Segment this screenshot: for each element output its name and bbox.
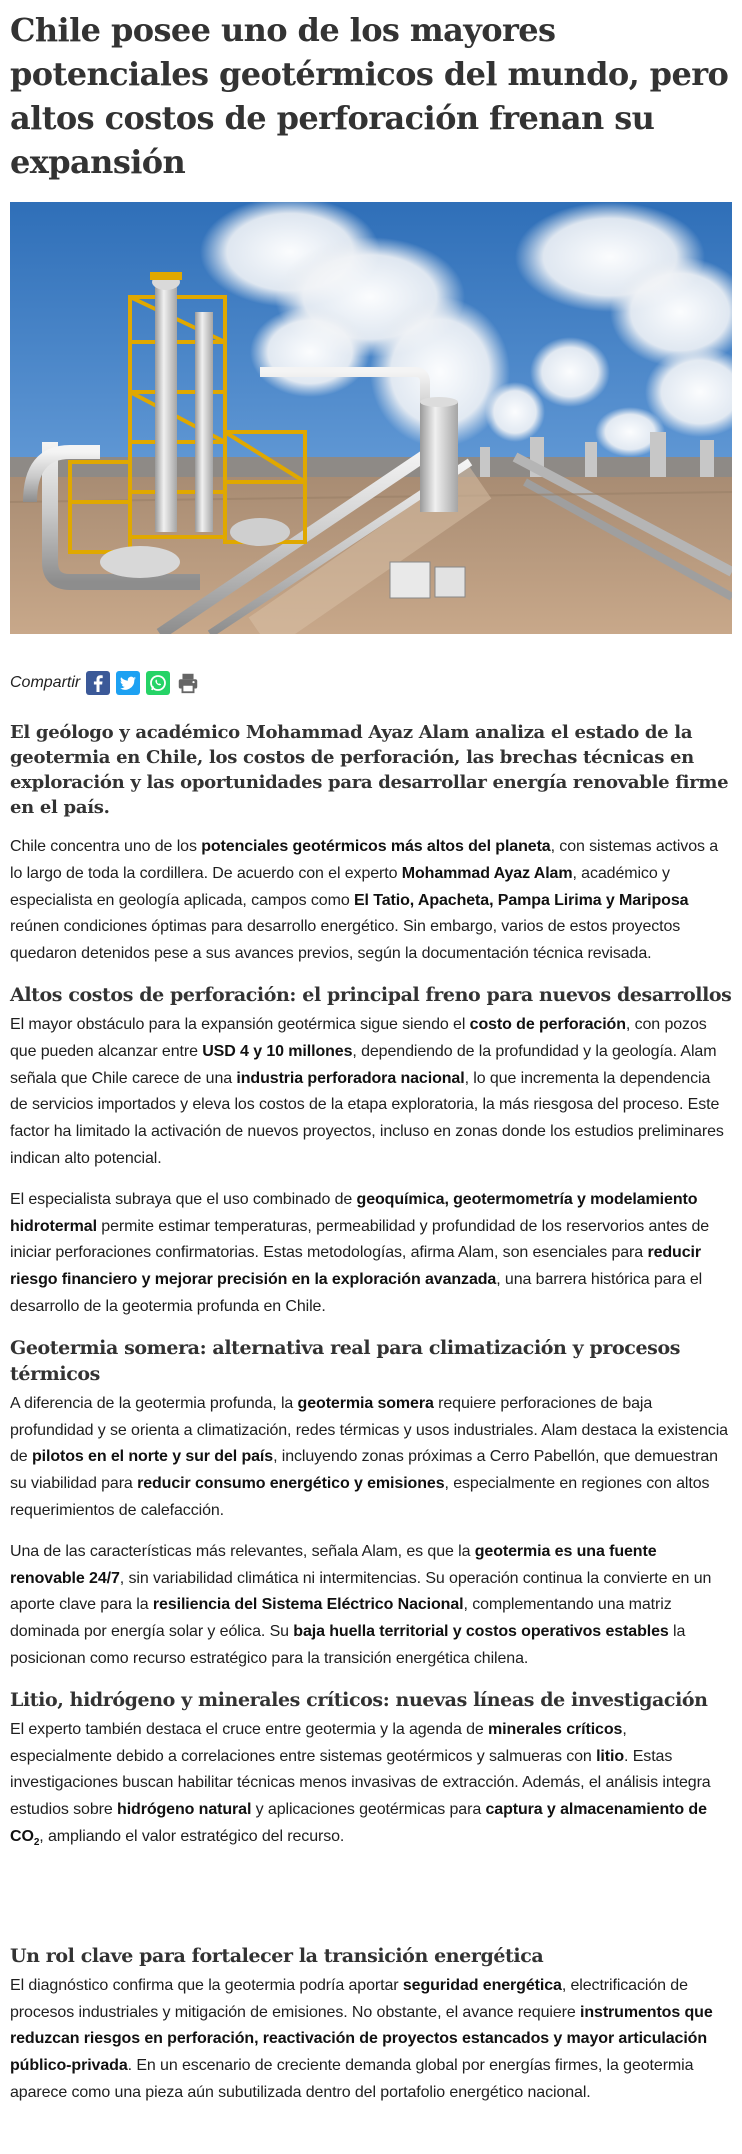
highlight: litio — [596, 1747, 625, 1765]
text: permite estimar temperaturas, permeabilidad y profundidad de los reservorios antes de iniciar perforaciones confirmatorias. Estas metodologías, afirma Alam, son esenciales para — [10, 1217, 710, 1262]
text: , incluyendo zonas próximas a Cerro Pabellón, que demuestran su viabilidad para — [10, 1448, 718, 1493]
highlight: baja huella territorial y costos operativos estables — [293, 1623, 669, 1641]
paragraph — [10, 1973, 732, 2107]
print-icon[interactable] — [176, 671, 200, 695]
paragraph — [10, 1187, 732, 1321]
text: y aplicaciones geotérmicas para — [251, 1801, 486, 1819]
text: , una barrera histórica para el desarrollo de la geotermia profunda en Chile. — [10, 1271, 703, 1315]
text: , académico y especialista en geología aplicada, campos como — [10, 864, 670, 909]
highlight: El Tatio, Apacheta, Pampa Lirima y Mariposa — [353, 891, 689, 909]
paragraph — [10, 1539, 732, 1673]
highlight: instrumentos que reduzcan riesgos en perforación, reactivación de proyectos estancados y mayor articulación público-privada — [10, 2003, 713, 2075]
highlight: potenciales geotérmicos más altos del planeta — [201, 838, 551, 855]
text: reúnen condiciones óptimas para desarrollo energético. Sin embargo, varios de estos proyectos quedaron detenidos pese a sus avances previos, según la documentación técnica revisada. — [10, 918, 681, 963]
highlight: minerales críticos — [488, 1720, 623, 1738]
text: , complementando una matriz dominada por energía solar y eólica. Su — [10, 1596, 672, 1641]
text: , ampliando el valor estratégico del recurso. — [39, 1827, 345, 1845]
text: , dependiendo de la profundidad y la geología. Alam señala que Chile carece de una — [10, 1042, 717, 1087]
hero-image — [10, 202, 732, 634]
text: la posicionan como recurso estratégico para la transición energética chilena. — [10, 1623, 686, 1667]
section-heading: Litio, hidrógeno y minerales críticos: nuevas líneas de investigación — [10, 1688, 708, 1711]
text: , con pozos que pueden alcanzar entre — [10, 1015, 707, 1060]
highlight: reducir riesgo financiero y mejorar precisión en la exploración avanzada — [10, 1244, 701, 1289]
highlight: industria perforadora nacional — [236, 1069, 465, 1087]
twitter-icon[interactable] — [116, 671, 140, 695]
text: , especialmente en regiones con altos requerimientos de calefacción. — [10, 1475, 710, 1519]
section-heading: Altos costos de perforación: el principal freno para nuevos desarrollos — [10, 983, 732, 1006]
highlight: reducir consumo energético y emisiones — [137, 1475, 445, 1493]
highlight: seguridad energética — [402, 1976, 562, 1994]
highlight: costo de perforación — [469, 1015, 626, 1033]
paragraph — [10, 1012, 732, 1173]
text: , electrificación de procesos industriales y mitigación de emisiones. No obstante, el avance requiere — [10, 1976, 688, 2021]
highlight: geotermia es una fuente renovable 24/7 — [10, 1542, 657, 1587]
spacer — [10, 1865, 732, 1943]
text: . Estas investigaciones buscan habilitar técnicas menos invasivas de extracción. Además, el análisis integra estudios sobre — [10, 1747, 711, 1819]
share-bar — [10, 668, 732, 698]
highlight: hidrógeno natural — [117, 1801, 252, 1819]
article-lead: El geólogo y académico Mohammad Ayaz Alam analiza el estado de la geotermia en Chile, los costos de perforación, las brechas técnicas en exploración y las oportunidades para desarrollar energía renovable firme en el país. — [10, 722, 729, 818]
paragraph — [10, 1391, 732, 1525]
highlight: USD 4 y 10 millones — [202, 1042, 353, 1060]
text: El experto también destaca el cruce entre geotermia y la agenda de — [10, 1720, 489, 1738]
article-title: Chile posee uno de los mayores potenciales geotérmicos del mundo, pero altos costos de perforación frenan su expansión — [10, 11, 729, 181]
section-heading: Un rol clave para fortalecer la transición energética — [10, 1944, 544, 1967]
highlight-text: captura y almacenamiento de CO — [10, 1801, 707, 1845]
highlight: pilotos en el norte y sur del país — [31, 1448, 274, 1466]
text: . En un escenario de creciente demanda global por energías firmes, la geotermia aparece como una pieza aún subutilizada dentro del portafolio energético nacional. — [10, 2057, 694, 2101]
whatsapp-icon[interactable] — [146, 671, 170, 695]
text: A diferencia de la geotermia profunda, la — [10, 1394, 298, 1412]
highlight: Mohammad Ayaz Alam — [401, 864, 573, 882]
text: , con sistemas activos a lo largo de toda la cordillera. De acuerdo con el experto — [10, 838, 719, 882]
highlight: geotermia somera — [297, 1394, 434, 1412]
text: Chile concentra uno de los — [10, 838, 202, 855]
text: El especialista subraya que el uso combinado de — [10, 1190, 357, 1208]
share-label: Compartir — [10, 674, 81, 691]
text: requiere perforaciones de baja profundidad y se orienta a climatización, redes térmicas y usos industriales. Alam destaca la existencia de — [10, 1394, 728, 1466]
text: El mayor obstáculo para la expansión geotérmica sigue siendo el — [10, 1015, 470, 1033]
text: El diagnóstico confirma que la geotermia podría aportar — [10, 1976, 403, 1994]
paragraph — [10, 834, 732, 968]
subscript: 2 — [33, 1837, 40, 1849]
text: , lo que incrementa la dependencia de servicios importados y eleva los costos de la etapa exploratoria, la más riesgosa del proceso. Este factor ha limitado la activación de nuevos proyectos, incluso en zonas donde los estudios preliminares indican alto potencial. — [10, 1069, 724, 1167]
text: , especialmente debido a correlaciones entre sistemas geotérmicos y salmueras con — [10, 1720, 627, 1765]
section-heading: Geotermia somera: alternativa real para climatización y procesos térmicos — [10, 1336, 681, 1385]
text: , sin variabilidad climática ni intermitencias. Su operación continua la convierte en un aporte clave para la — [10, 1569, 712, 1614]
facebook-icon[interactable] — [86, 671, 110, 695]
paragraph — [10, 1717, 732, 1851]
text: Una de las características más relevantes, señala Alam, es que la — [10, 1542, 475, 1560]
highlight: geoquímica, geotermometría y modelamiento hidrotermal — [10, 1190, 698, 1235]
highlight: resiliencia del Sistema Eléctrico Nacional — [152, 1596, 464, 1614]
